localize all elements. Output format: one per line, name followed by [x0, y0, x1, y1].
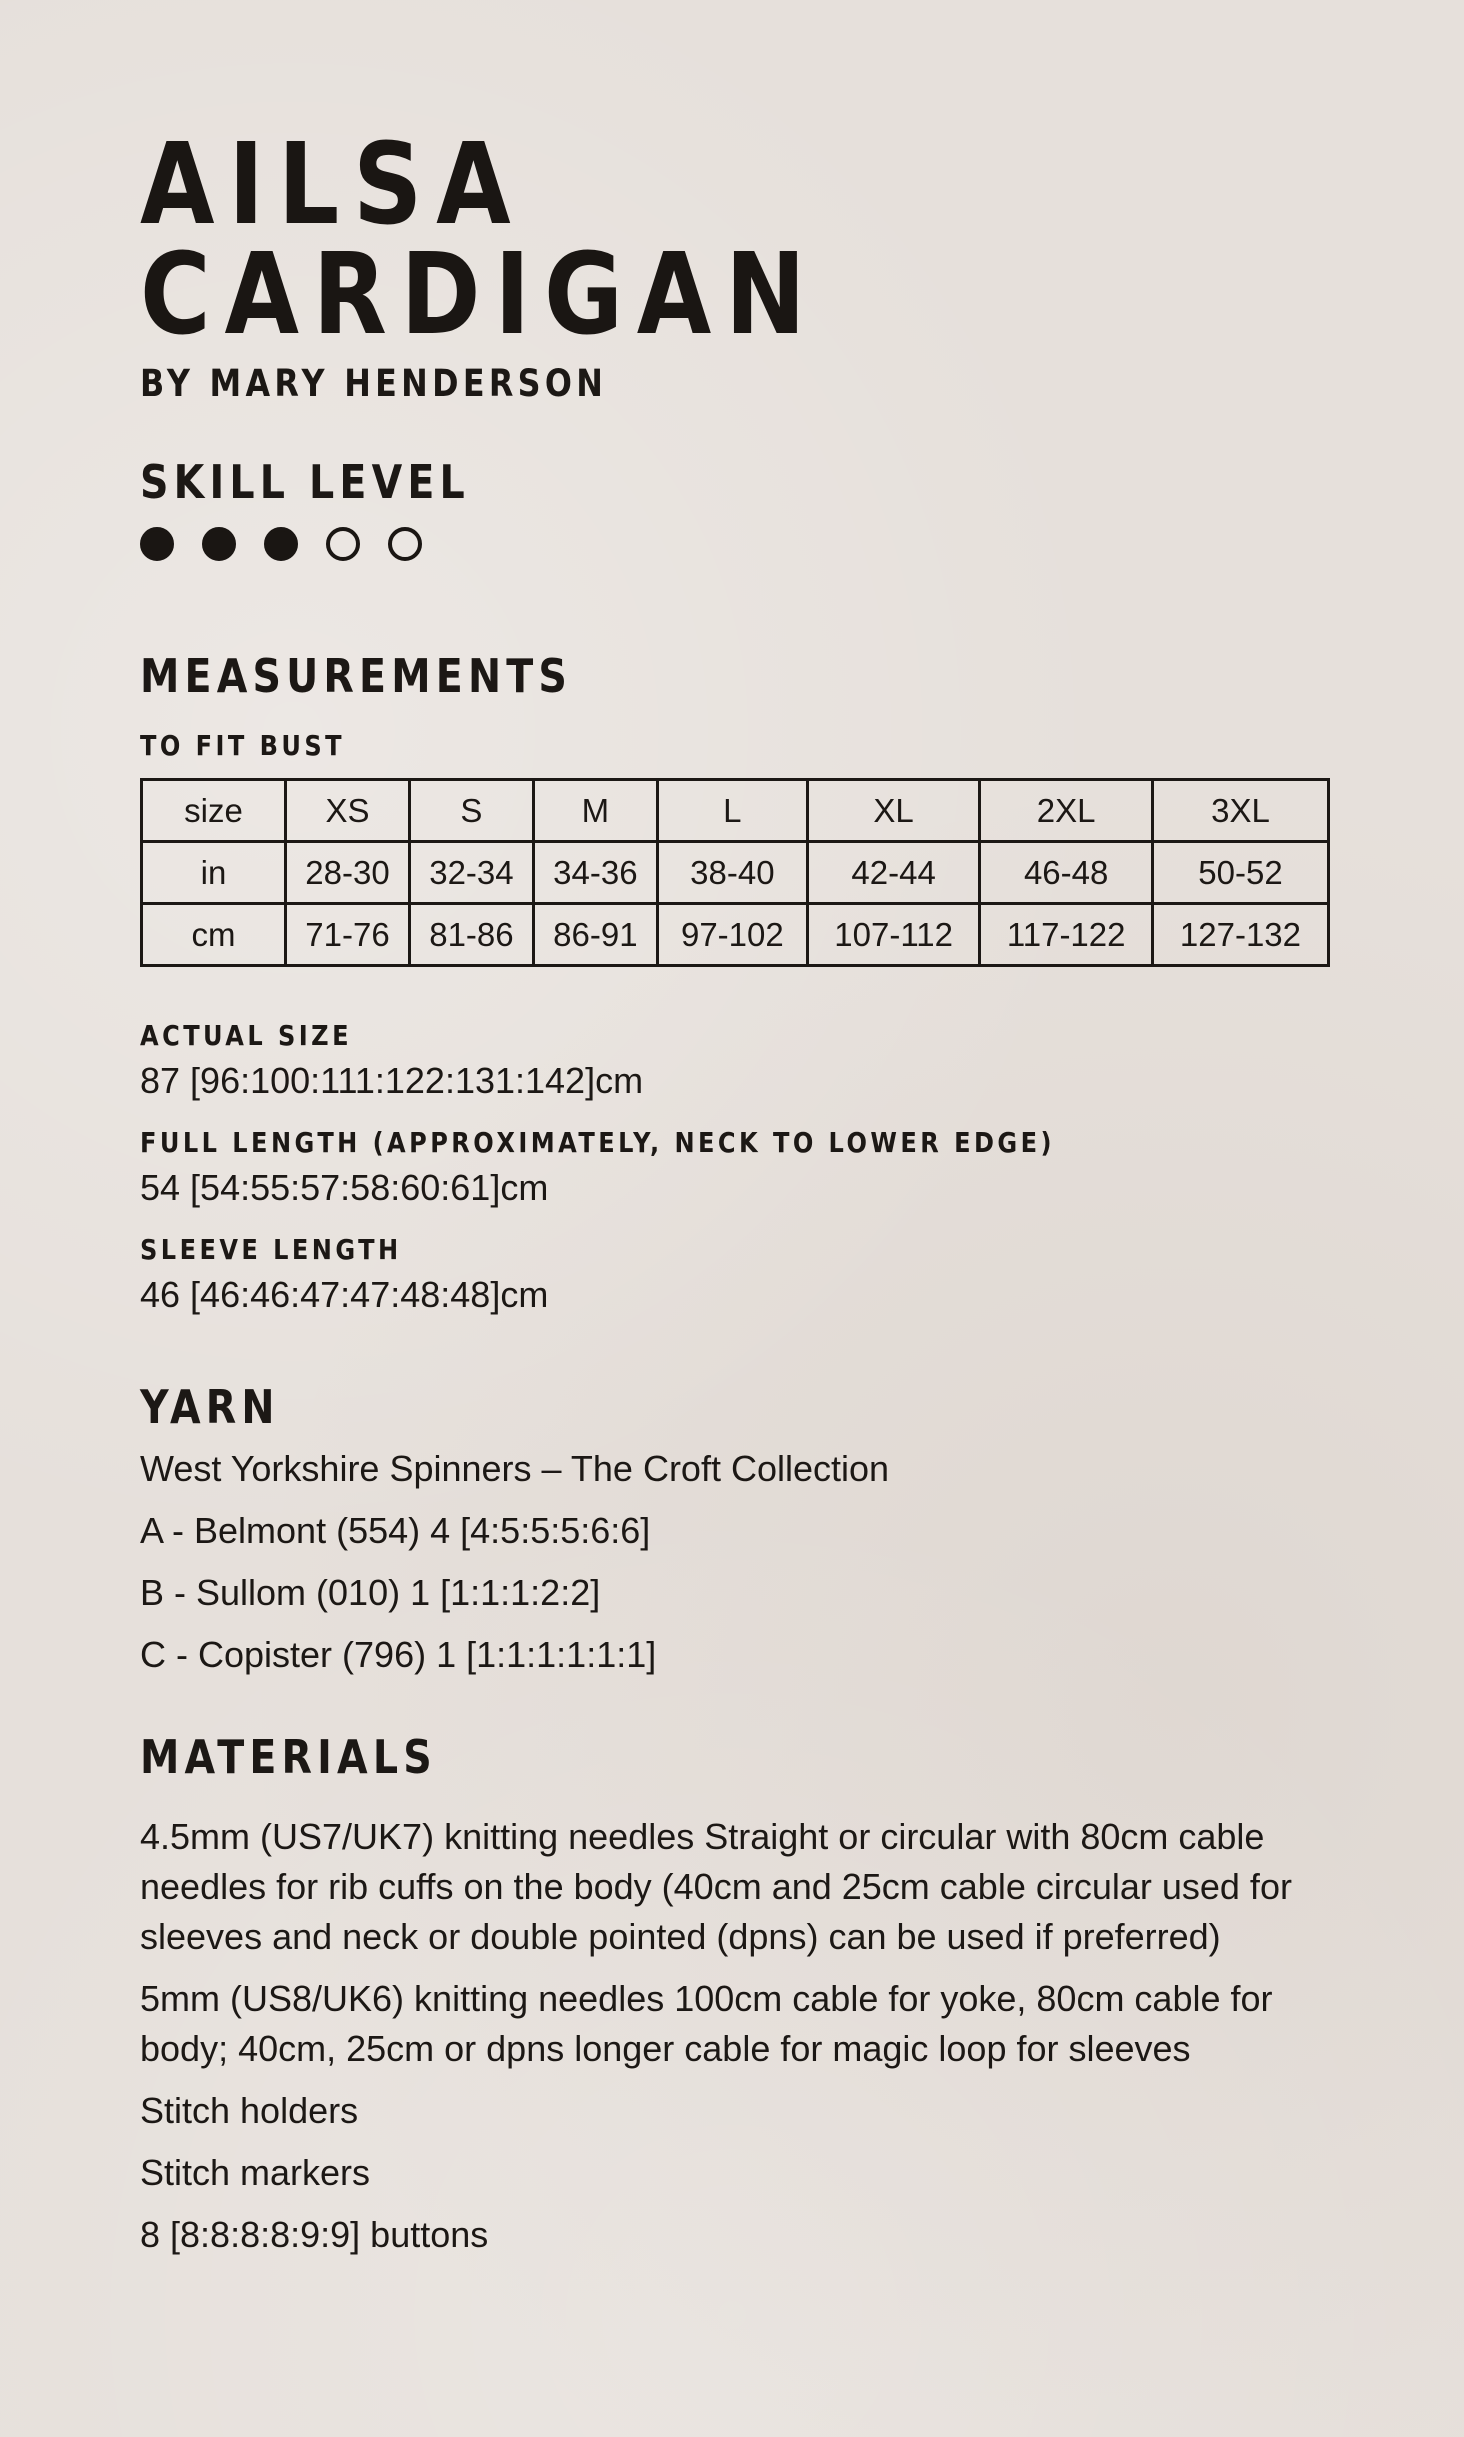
table-cell: S: [409, 780, 533, 842]
table-cell: M: [533, 780, 657, 842]
table-cell: 71-76: [286, 904, 410, 966]
actual-size-label: ACTUAL SIZE: [140, 1019, 352, 1052]
skill-dot-icon: [264, 527, 298, 561]
materials-heading: MATERIALS: [140, 1730, 437, 1784]
table-cell: 50-52: [1152, 842, 1328, 904]
list-item: A - Belmont (554) 4 [4:5:5:5:6:6]: [140, 1510, 651, 1551]
list-item: 8 [8:8:8:8:9:9] buttons: [140, 2214, 489, 2255]
table-cell: 127-132: [1152, 904, 1328, 966]
skill-dot-icon: [326, 527, 360, 561]
skill-dot-icon: [202, 527, 236, 561]
list-item: West Yorkshire Spinners – The Croft Collection: [140, 1448, 890, 1489]
full-length-label: FULL LENGTH (APPROXIMATELY, NECK TO LOWER EDGE): [140, 1126, 1055, 1159]
list-item: Stitch markers: [140, 2152, 371, 2193]
table-cell: in: [142, 842, 286, 904]
table-cell: size: [142, 780, 286, 842]
table-cell: L: [657, 780, 807, 842]
table-cell: 2XL: [980, 780, 1153, 842]
table-cell: 46-48: [980, 842, 1153, 904]
list-item: Stitch holders: [140, 2090, 359, 2131]
table-cell: 42-44: [807, 842, 980, 904]
pattern-title: [140, 120, 1163, 360]
table-row: [142, 842, 1329, 904]
list-item: C - Copister (796) 1 [1:1:1:1:1:1]: [140, 1634, 657, 1675]
materials-list: [140, 1812, 1330, 2260]
skill-dot-icon: [140, 527, 174, 561]
list-item: B - Sullom (010) 1 [1:1:1:2:2]: [140, 1572, 601, 1613]
table-cell: 81-86: [409, 904, 533, 966]
actual-size-value: 87 [96:100:111:122:131:142]cm: [140, 1060, 644, 1101]
list-item: 4.5mm (US7/UK7) knitting needles Straight or circular with 80cm cable needles for rib cuffs on the body (40cm and 25cm cable circular used for sleeves and neck or double pointed (dpns) can be used if preferred): [140, 1816, 1292, 1957]
table-cell: 117-122: [980, 904, 1153, 966]
size-table: [140, 778, 1330, 967]
pattern-page: [140, 120, 1330, 2272]
fit-bust-heading: TO FIT BUST: [140, 729, 346, 762]
table-cell: 97-102: [657, 904, 807, 966]
list-item: 5mm (US8/UK6) knitting needles 100cm cable for yoke, 80cm cable for body; 40cm, 25cm or dpns longer cable for magic loop for sleeves: [140, 1978, 1273, 2069]
table-cell: 107-112: [807, 904, 980, 966]
skill-level-heading: SKILL LEVEL: [140, 455, 470, 509]
yarn-list: [140, 1448, 1330, 1676]
table-header-row: [142, 780, 1329, 842]
table-cell: 28-30: [286, 842, 410, 904]
table-cell: 32-34: [409, 842, 533, 904]
table-cell: 38-40: [657, 842, 807, 904]
table-cell: XL: [807, 780, 980, 842]
table-cell: XS: [286, 780, 410, 842]
title-line: AILSA: [140, 120, 525, 250]
sleeve-length-label: SLEEVE LENGTH: [140, 1233, 402, 1266]
skill-dot-icon: [388, 527, 422, 561]
measurements-heading: MEASUREMENTS: [140, 649, 573, 703]
table-cell: 34-36: [533, 842, 657, 904]
yarn-heading: YARN: [140, 1380, 280, 1434]
designer-byline: BY MARY HENDERSON: [140, 362, 608, 405]
table-cell: 3XL: [1152, 780, 1328, 842]
table-cell: 86-91: [533, 904, 657, 966]
full-length-value: 54 [54:55:57:58:60:61]cm: [140, 1167, 549, 1208]
title-line: CARDIGAN: [140, 230, 820, 360]
table-cell: cm: [142, 904, 286, 966]
table-row: [142, 904, 1329, 966]
sleeve-length-value: 46 [46:46:47:47:48:48]cm: [140, 1274, 549, 1315]
skill-level-rating: [140, 527, 1330, 561]
